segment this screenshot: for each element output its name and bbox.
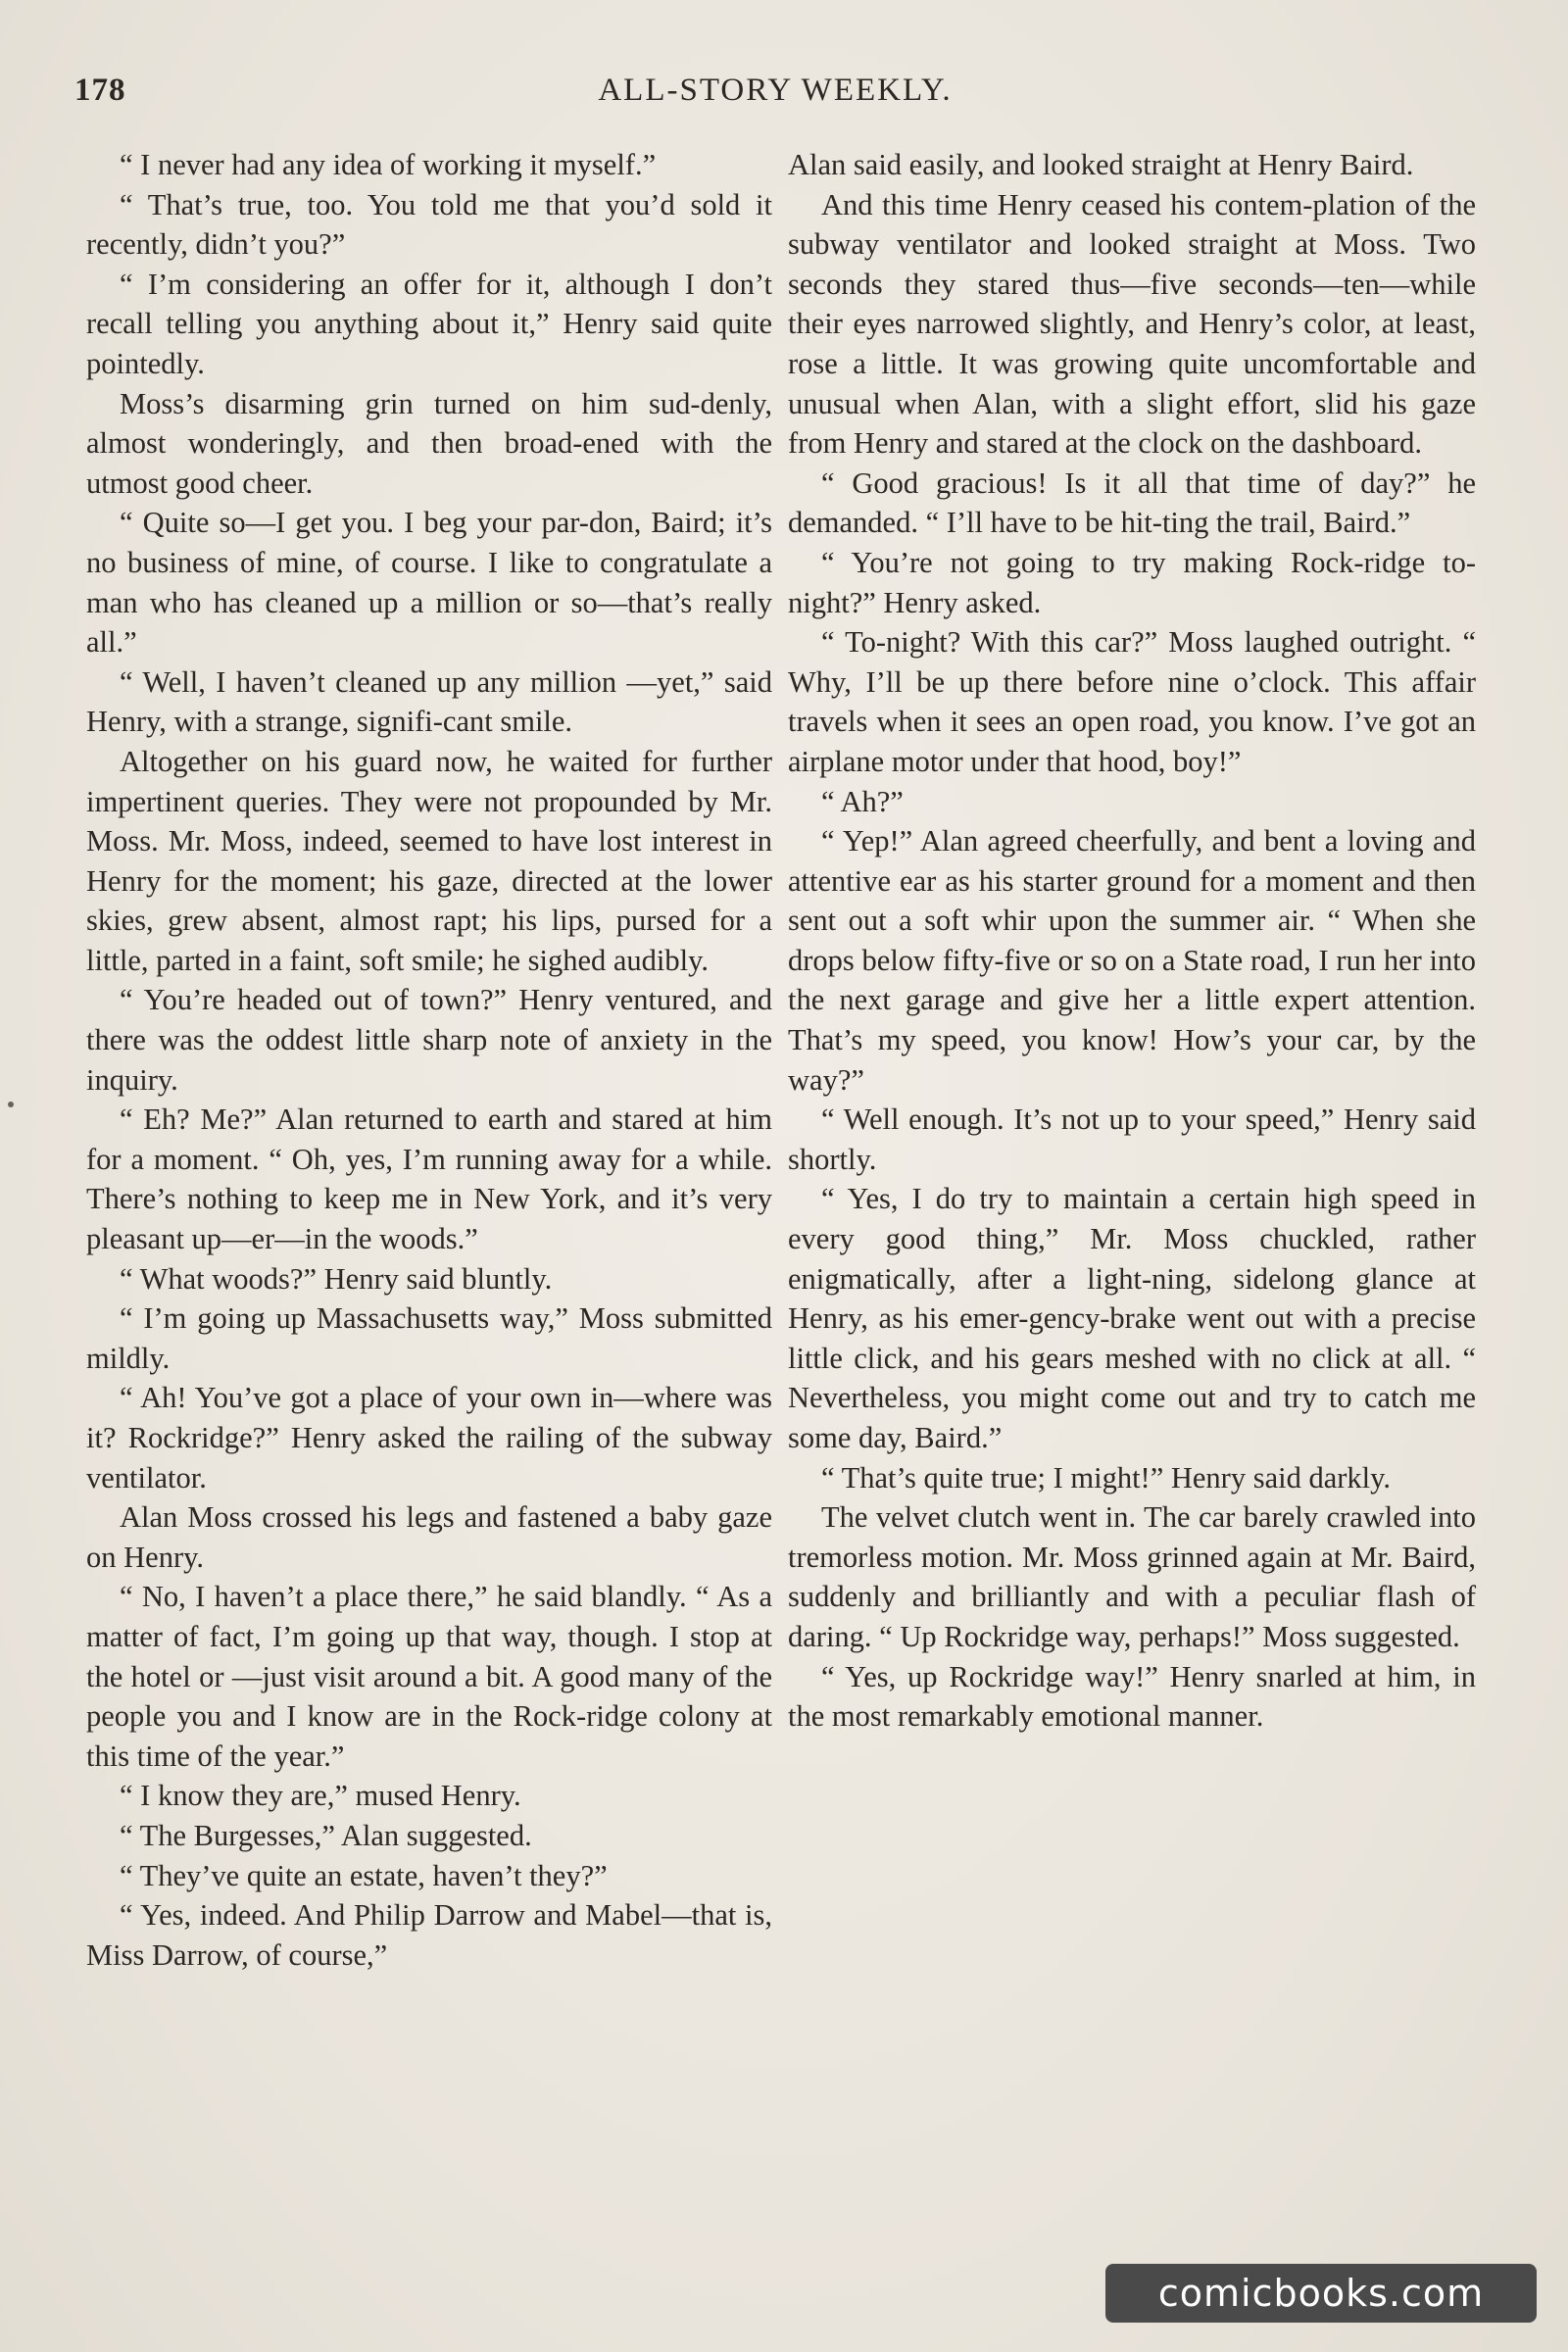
paragraph: “ Good gracious! Is it all that time of day?” he demanded. “ I’ll have to be hit-ting the trail, Baird.” — [788, 466, 1476, 540]
paragraph: “ I’m considering an offer for it, although I don’t recall telling you anything about it,” Henry said quite pointedly. — [86, 267, 772, 380]
paragraph: “ They’ve quite an estate, haven’t they?” — [120, 1858, 608, 1892]
paragraph: And this time Henry ceased his contem-plation of the subway ventilator and looked straight at Moss. Two seconds they stared thus—five seconds—ten—while their eyes narrowed slightly, and Henry’s color, at least, rose a little. It was growing quite uncomfortable and unusual when Alan, with a slight effort, slid his gaze from Henry and stared at the clock on the dashboard. — [788, 187, 1476, 461]
right-text-column — [788, 145, 1476, 1737]
paragraph: The velvet clutch went in. The car barely crawled into tremorless motion. Mr. Moss grinned again at Mr. Baird, suddenly and brilliantly and with a peculiar flash of daring. “ Up Rockridge way, perhaps!” Moss suggested. — [788, 1500, 1476, 1653]
running-title: ALL-STORY WEEKLY. — [598, 73, 953, 108]
paragraph: “ No, I haven’t a place there,” he said blandly. “ As a matter of fact, I’m going up that way, though. I stop at the hotel or —just visit around a bit. A good many of the people you and I know are in the Rock-ridge colony at this time of the year.” — [86, 1580, 772, 1773]
watermark-logo: comicbooks.com — [1105, 2264, 1537, 2323]
paragraph: Moss’s disarming grin turned on him sud-denly, almost wonderingly, and then broad-ened with the utmost good cheer. — [86, 386, 772, 500]
paragraph: “ You’re headed out of town?” Henry ventured, and there was the oddest little sharp note of anxiety in the inquiry. — [86, 983, 772, 1097]
paragraph: “ Yep!” Alan agreed cheerfully, and bent a loving and attentive ear as his starter ground for a moment and then sent out a soft whir upon the summer air. “ When she drops below fifty-five or so on a State road, I run her into the next garage and give her a little expert attention. That’s my speed, you know! How’s your car, by the way?” — [788, 824, 1476, 1097]
paragraph: “ That’s true, too. You told me that you’d sold it recently, didn’t you?” — [86, 187, 772, 262]
paragraph: “ I know they are,” mused Henry. — [120, 1779, 521, 1813]
paragraph: “ Yes, indeed. And Philip Darrow and Mabel—that is, Miss Darrow, of course,” — [86, 1898, 772, 1972]
paragraph: “ You’re not going to try making Rock-ridge to-night?” Henry asked. — [788, 545, 1476, 619]
paragraph: “ What woods?” Henry said bluntly. — [120, 1261, 553, 1296]
paragraph: “ Well, I haven’t cleaned up any million —yet,” said Henry, with a strange, signifi-cant smile. — [86, 664, 772, 739]
paragraph: Alan said easily, and looked straight at Henry Baird. — [788, 148, 1414, 181]
left-text-column — [86, 145, 772, 1975]
page-number: 178 — [74, 73, 126, 108]
paragraph: “ I never had any idea of working it myself.” — [120, 148, 657, 181]
page-header — [74, 73, 1476, 122]
paragraph: “ Quite so—I get you. I beg your par-don, Baird; it’s no business of mine, of course. I like to congratulate a man who has cleaned up a million or so—that’s really all.” — [86, 506, 772, 660]
paragraph: Alan Moss crossed his legs and fastened a baby gaze on Henry. — [86, 1500, 772, 1574]
paragraph: “ Yes, I do try to maintain a certain high speed in every good thing,” Mr. Moss chuckled, rather enigmatically, after a light-ning, sidelong glance at Henry, as his emer-gency-brake went out with a precise little click, and his gears meshed with no click at all. “ Nevertheless, you might come out and try to catch me some day, Baird.” — [788, 1182, 1476, 1454]
paragraph: Altogether on his guard now, he waited for further impertinent queries. They were not propounded by Mr. Moss. Mr. Moss, indeed, seemed to have lost interest in Henry for the moment; his gaze, directed at the lower skies, grew absent, almost rapt; his lips, pursed for a little, parted in a faint, soft smile; he sighed audibly. — [86, 744, 772, 977]
paragraph: “ Yes, up Rockridge way!” Henry snarled at him, in the most remarkably emotional manner. — [788, 1659, 1476, 1734]
paragraph: “ Ah! You’ve got a place of your own in—where was it? Rockridge?” Henry asked the railing of the subway ventilator. — [86, 1381, 772, 1494]
margin-speck — [8, 1102, 14, 1107]
paragraph: “ Well enough. It’s not up to your speed,” Henry said shortly. — [788, 1102, 1476, 1176]
paragraph: “ Ah?” — [821, 784, 904, 818]
paragraph: “ To-night? With this car?” Moss laughed outright. “ Why, I’ll be up there before nine o’clock. This affair travels when it sees an open road, you know. I’ve got an airplane motor under that hood, boy!” — [788, 625, 1476, 778]
paragraph: “ That’s quite true; I might!” Henry said darkly. — [821, 1460, 1392, 1494]
paragraph: “ The Burgesses,” Alan suggested. — [120, 1818, 532, 1852]
paragraph: “ I’m going up Massachusetts way,” Moss submitted mildly. — [86, 1301, 772, 1375]
paragraph: “ Eh? Me?” Alan returned to earth and stared at him for a moment. “ Oh, yes, I’m running away for a while. There’s nothing to keep me in New York, and it’s very pleasant up—er—in the woods.” — [86, 1102, 772, 1256]
